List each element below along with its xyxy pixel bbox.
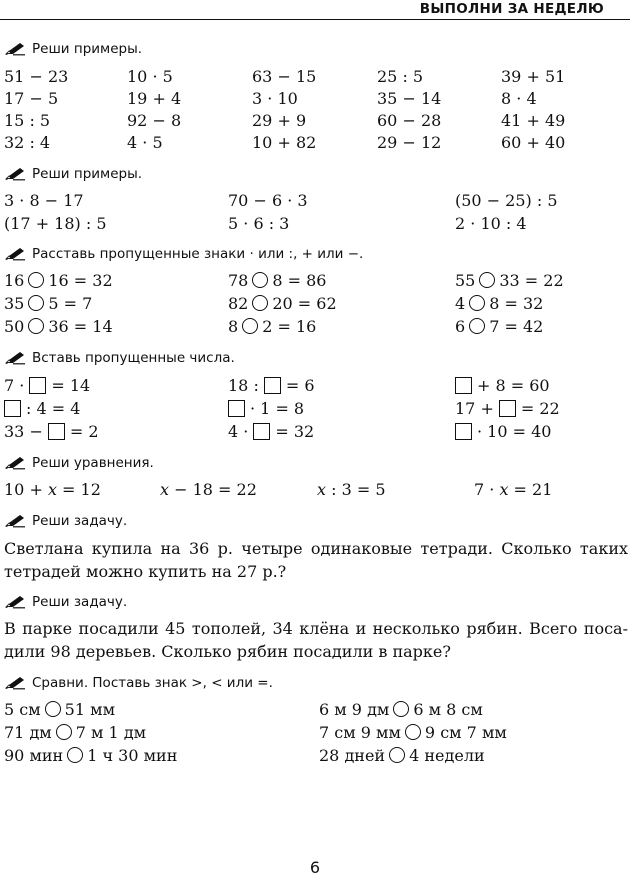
pencil-icon	[4, 351, 26, 365]
answer-circle[interactable]	[405, 724, 421, 740]
answer-box[interactable]	[228, 400, 245, 417]
task-3-text: Расставь пропущенные знаки · или :, + или −.	[32, 246, 364, 262]
task-8-instruction	[4, 675, 273, 691]
sign-example: 4 8 = 32	[455, 293, 544, 313]
sign-example: 50 36 = 14	[4, 316, 113, 336]
task-1-row	[0, 109, 630, 131]
answer-circle[interactable]	[393, 701, 409, 717]
task-5-text: Реши уравнения.	[32, 455, 154, 471]
task-4-row	[0, 374, 630, 396]
compare-example: 90 мин 1 ч 30 мин	[4, 745, 178, 765]
compare-example: 5 см 51 мм	[4, 699, 116, 719]
task-6-problem: Светлана купила на 36 р. четыре одинаковые тетради. Сколько таких тетрадей можно купить на 27 р.?	[4, 539, 628, 581]
task-8-row	[0, 721, 630, 743]
pencil-icon	[4, 247, 26, 261]
fill-example: 17 + = 22	[455, 398, 560, 418]
example: 17 − 5	[4, 88, 59, 108]
sign-example: 6 7 = 42	[455, 316, 544, 336]
answer-circle[interactable]	[28, 272, 44, 288]
compare-example: 7 см 9 мм 9 см 7 мм	[319, 722, 507, 742]
example: 15 : 5	[4, 110, 51, 130]
task-1-row	[0, 131, 630, 153]
pencil-icon	[4, 456, 26, 470]
answer-box[interactable]	[29, 377, 46, 394]
task-7-text: Реши задачу.	[32, 594, 128, 610]
example: 5 · 6 : 3	[228, 213, 290, 233]
task-4-row	[0, 397, 630, 419]
example: 19 + 4	[127, 88, 182, 108]
sign-example: 35 5 = 7	[4, 293, 93, 313]
task-5-row	[0, 478, 630, 500]
answer-circle[interactable]	[28, 295, 44, 311]
answer-circle[interactable]	[67, 747, 83, 763]
header-title: ВЫПОЛНИ ЗА НЕДЕЛЮ	[419, 1, 604, 17]
answer-circle[interactable]	[389, 747, 405, 763]
sign-example: 55 33 = 22	[455, 270, 564, 290]
example: (17 + 18) : 5	[4, 213, 107, 233]
sign-example: 78 8 = 86	[228, 270, 327, 290]
example: 60 − 28	[377, 110, 442, 130]
task-3-instruction	[4, 246, 363, 262]
example: 29 + 9	[252, 110, 307, 130]
sign-example: 16 16 = 32	[4, 270, 113, 290]
task-7-instruction	[4, 594, 127, 610]
pencil-icon	[4, 595, 26, 609]
task-8-row	[0, 698, 630, 720]
fill-example: · 1 = 8	[228, 397, 304, 419]
example: 35 − 14	[377, 88, 442, 108]
task-7-problem: В парке посадили 45 тополей, 34 клёна и несколько рябин. Всего поса- дили 98 деревьев. Сколько рябин посадили в парке?	[4, 619, 628, 661]
fill-example: 4 · = 32	[228, 421, 315, 441]
answer-box[interactable]	[4, 400, 21, 417]
compare-example: 71 дм 7 м 1 дм	[4, 722, 147, 742]
page-number: 6	[309, 858, 321, 877]
task-4-text: Вставь пропущенные числа.	[32, 350, 235, 366]
answer-circle[interactable]	[56, 724, 72, 740]
fill-example: : 4 = 4	[4, 397, 80, 419]
task-3-row	[0, 315, 630, 337]
answer-box[interactable]	[264, 377, 281, 394]
fill-example: · 10 = 40	[455, 420, 551, 442]
task-6-instruction	[4, 513, 127, 529]
example: 60 + 40	[501, 132, 566, 152]
example: 10 · 5	[127, 66, 173, 86]
example: 92 − 8	[127, 110, 182, 130]
task-1-row	[0, 65, 630, 87]
example: 70 − 6 · 3	[228, 190, 308, 210]
task-2-row	[0, 212, 630, 234]
task-1-row	[0, 87, 630, 109]
equation: x − 18 = 22	[160, 479, 257, 499]
compare-example: 28 дней 4 недели	[319, 745, 485, 765]
pencil-icon	[4, 167, 26, 181]
answer-circle[interactable]	[28, 318, 44, 334]
example: 25 : 5	[377, 66, 424, 86]
example: 2 · 10 : 4	[455, 213, 527, 233]
answer-circle[interactable]	[469, 295, 485, 311]
task-3-row	[0, 269, 630, 291]
example: 3 · 8 − 17	[4, 190, 84, 210]
pencil-icon	[4, 676, 26, 690]
answer-box[interactable]	[455, 377, 472, 394]
equation: 10 + x = 12	[4, 479, 101, 499]
pencil-icon	[4, 514, 26, 528]
example: 39 + 51	[501, 66, 566, 86]
example: 4 · 5	[127, 132, 163, 152]
task-2-text: Реши примеры.	[32, 166, 143, 182]
answer-circle[interactable]	[469, 318, 485, 334]
task-8-row	[0, 744, 630, 766]
task-2-instruction	[4, 166, 142, 182]
task-8-text: Сравни. Поставь знак >, < или =.	[32, 675, 273, 691]
example: 29 − 12	[377, 132, 442, 152]
fill-example: 18 : = 6	[228, 375, 315, 395]
header-rule	[0, 19, 630, 20]
task-1-text: Реши примеры.	[32, 41, 143, 57]
example: 32 : 4	[4, 132, 51, 152]
task-1-instruction	[4, 41, 142, 57]
sign-example: 8 2 = 16	[228, 316, 317, 336]
task-5-instruction	[4, 455, 154, 471]
task-6-text: Реши задачу.	[32, 513, 128, 529]
pencil-icon	[4, 42, 26, 56]
fill-example: + 8 = 60	[455, 374, 550, 396]
answer-box[interactable]	[499, 400, 516, 417]
example: 63 − 15	[252, 66, 317, 86]
example: 51 − 23	[4, 66, 69, 86]
fill-example: 7 · = 14	[4, 375, 91, 395]
answer-circle[interactable]	[252, 272, 268, 288]
example: 10 + 82	[252, 132, 317, 152]
compare-example: 6 м 9 дм 6 м 8 см	[319, 699, 483, 719]
task-4-row	[0, 420, 630, 442]
task-3-row	[0, 292, 630, 314]
example: (50 − 25) : 5	[455, 190, 558, 210]
answer-circle[interactable]	[252, 295, 268, 311]
example: 41 + 49	[501, 110, 566, 130]
task-4-instruction	[4, 350, 235, 366]
answer-circle[interactable]	[479, 272, 495, 288]
sign-example: 82 20 = 62	[228, 293, 337, 313]
example: 8 · 4	[501, 88, 537, 108]
answer-circle[interactable]	[45, 701, 61, 717]
fill-example: 33 − = 2	[4, 421, 99, 441]
page-header	[0, 0, 630, 20]
answer-box[interactable]	[48, 423, 65, 440]
equation: 7 · x = 21	[474, 479, 553, 499]
answer-box[interactable]	[455, 423, 472, 440]
example: 3 · 10	[252, 88, 298, 108]
equation: x : 3 = 5	[317, 479, 386, 499]
answer-circle[interactable]	[242, 318, 258, 334]
answer-box[interactable]	[253, 423, 270, 440]
task-2-row	[0, 189, 630, 211]
